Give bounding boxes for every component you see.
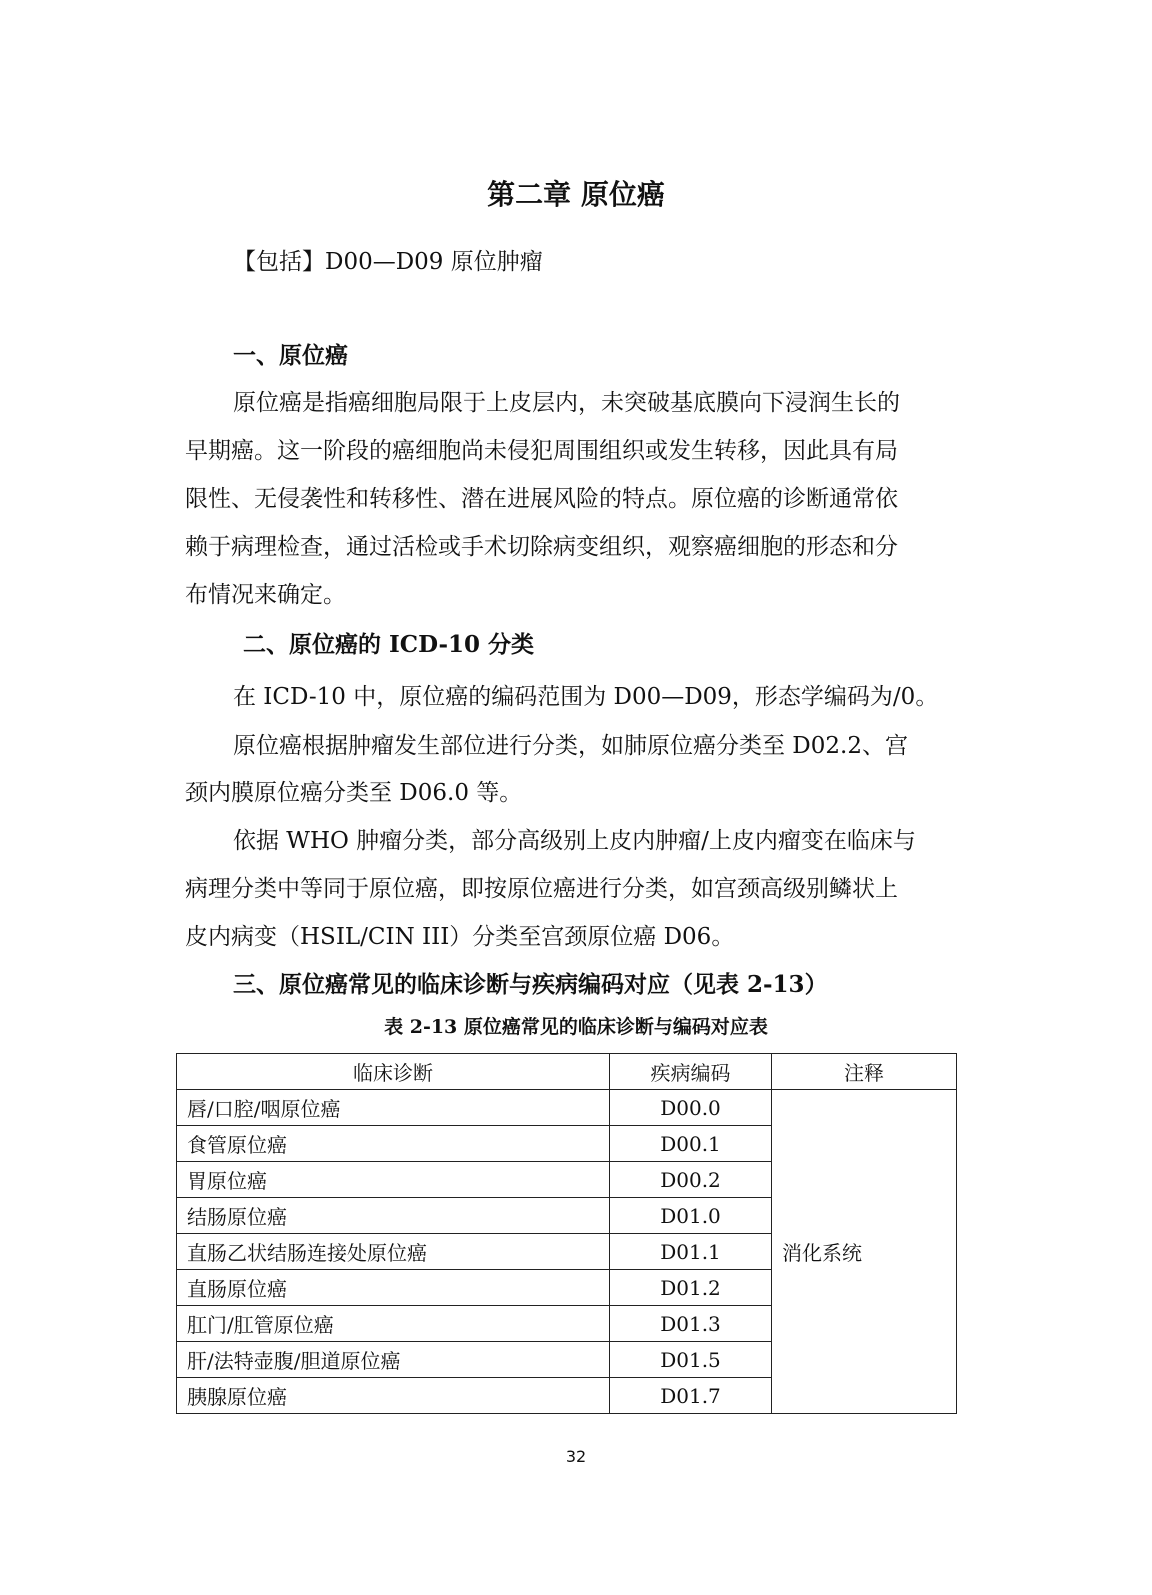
code-cell: D01.7: [610, 1378, 772, 1414]
section-2-line: 病理分类中等同于原位癌，即按原位癌进行分类，如宫颈高级别鳞状上: [185, 876, 898, 902]
code-cell: D01.0: [610, 1198, 772, 1234]
section-2-line: 依据 WHO 肿瘤分类，部分高级别上皮内肿瘤/上皮内瘤变在临床与: [233, 828, 916, 854]
section-1-line: 赖于病理检查，通过活检或手术切除病变组织，观察癌细胞的形态和分: [185, 534, 898, 560]
diagnosis-cell: 肛门/肛管原位癌: [177, 1306, 610, 1342]
code-cell: D01.3: [610, 1306, 772, 1342]
code-cell: D01.5: [610, 1342, 772, 1378]
section-1-line: 布情况来确定。: [185, 582, 346, 608]
table-row: [177, 1090, 957, 1126]
diagnosis-cell: 食管原位癌: [177, 1126, 610, 1162]
diagnosis-cell: 结肠原位癌: [177, 1198, 610, 1234]
section-2-line: 颈内膜原位癌分类至 D06.0 等。: [185, 780, 523, 806]
section-2-line: 皮内病变（HSIL/CIN III）分类至宫颈原位癌 D06。: [185, 924, 735, 950]
code-cell: D01.2: [610, 1270, 772, 1306]
chapter-title: 第二章 原位癌: [487, 178, 665, 211]
section-2-line: 原位癌根据肿瘤发生部位进行分类，如肺原位癌分类至 D02.2、宫: [233, 733, 908, 759]
icd-table: [176, 1053, 957, 1414]
header-code: 疾病编码: [610, 1054, 772, 1090]
include-line: 【包括】D00—D09 原位肿瘤: [233, 249, 543, 275]
diagnosis-cell: 直肠原位癌: [177, 1270, 610, 1306]
diagnosis-cell: 胃原位癌: [177, 1162, 610, 1198]
code-cell: D00.2: [610, 1162, 772, 1198]
code-cell: D00.0: [610, 1090, 772, 1126]
section-1-line: 早期癌。这一阶段的癌细胞尚未侵犯周围组织或发生转移，因此具有局: [185, 438, 898, 464]
diagnosis-cell: 直肠乙状结肠连接处原位癌: [177, 1234, 610, 1270]
section-1-line: 限性、无侵袭性和转移性、潜在进展风险的特点。原位癌的诊断通常依: [185, 486, 898, 512]
table-caption: 表 2-13 原位癌常见的临床诊断与编码对应表: [384, 1016, 768, 1038]
header-note: 注释: [772, 1054, 957, 1090]
section-2-heading: 二、原位癌的 ICD-10 分类: [243, 631, 535, 658]
header-diagnosis: 临床诊断: [177, 1054, 610, 1090]
diagnosis-cell: 唇/口腔/咽原位癌: [177, 1090, 610, 1126]
diagnosis-cell: 肝/法特壶腹/胆道原位癌: [177, 1342, 610, 1378]
code-cell: D01.1: [610, 1234, 772, 1270]
code-cell: D00.1: [610, 1126, 772, 1162]
section-2-line: 在 ICD-10 中，原位癌的编码范围为 D00—D09，形态学编码为/0。: [233, 684, 939, 710]
page-number: 32: [565, 1447, 587, 1466]
section-3-heading: 三、原位癌常见的临床诊断与疾病编码对应（见表 2-13）: [233, 971, 828, 998]
section-1-heading: 一、原位癌: [233, 342, 348, 369]
table-header-row: [177, 1054, 957, 1090]
diagnosis-cell: 胰腺原位癌: [177, 1378, 610, 1414]
section-1-line: 原位癌是指癌细胞局限于上皮层内，未突破基底膜向下浸润生长的: [233, 390, 900, 416]
note-cell: 消化系统: [772, 1090, 957, 1414]
